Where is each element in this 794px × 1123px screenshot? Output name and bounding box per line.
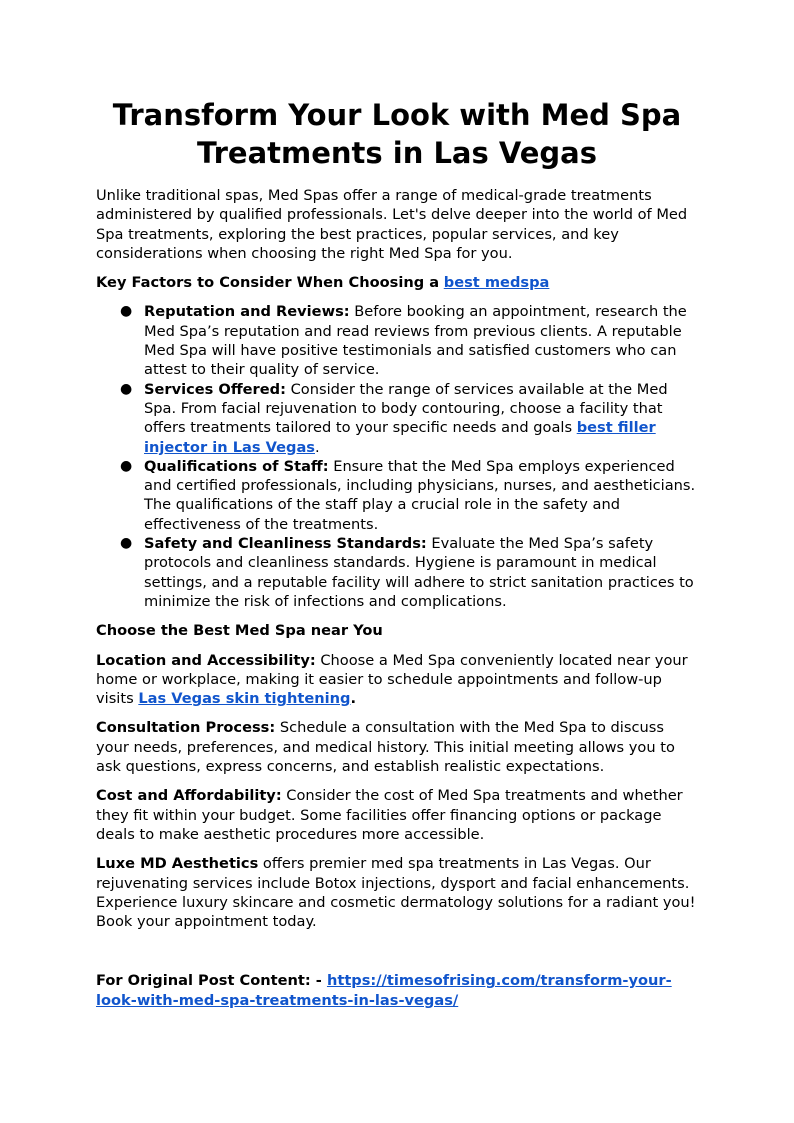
list-item (120, 302, 698, 379)
list-item-label: Qualifications of Staff: (144, 457, 329, 475)
bullet-icon: ● (120, 380, 133, 397)
cost-paragraph (96, 786, 698, 844)
list-item (120, 380, 698, 457)
key-factors-list (96, 302, 698, 611)
location-suffix: . (350, 690, 357, 708)
location-label: Location and Accessibility: (96, 651, 316, 669)
bullet-icon: ● (120, 303, 133, 320)
bullet-icon: ● (120, 535, 133, 552)
luxe-paragraph (96, 854, 698, 931)
list-item (120, 534, 698, 611)
original-post-paragraph (96, 971, 698, 1010)
location-paragraph (96, 651, 698, 709)
list-item-label: Services Offered: (144, 380, 286, 398)
best-medspa-link[interactable]: best medspa (443, 274, 550, 292)
skin-tightening-link[interactable]: Las Vegas skin tightening (138, 690, 351, 708)
original-post-label: For Original Post Content: - (96, 972, 327, 990)
cost-text: Consider the cost of Med Spa treatments and whether they fit within your budget. Some facilities offer financing options or package deals to make aesthetic procedures more accessible. (96, 787, 683, 843)
spacer (96, 931, 698, 961)
page-title: Transform Your Look with Med Spa Treatments in Las Vegas (112, 98, 682, 170)
list-item-text: Evaluate the Med Spa’s safety protocols and cleanliness standards. Hygiene is paramount in medical settings, and a reputable facility will adhere to strict sanitation practices to minimize the risk of infections and complications. (144, 535, 694, 610)
key-factors-heading-text: Key Factors to Consider When Choosing a (96, 274, 440, 292)
list-item-suffix: . (315, 438, 320, 456)
list-item (120, 457, 698, 534)
original-post-link[interactable]: https://timesofrising.com/transform-your-look-with-med-spa-treatments-in-las-vegas/ (96, 972, 672, 1009)
list-item-text: Before booking an appointment, research the Med Spa’s reputation and read reviews from previous clients. A reputable Med Spa will have positive testimonials and satisfied customers who can attest to their quality of service. (144, 303, 687, 379)
consultation-paragraph (96, 718, 698, 776)
intro-paragraph: Unlike traditional spas, Med Spas offer a range of medical-grade treatments administered by qualified professionals. Let's delve deeper into the world of Med Spa treatments, exploring the best practices, popular services, and key considerations when choosing the right Med Spa for you. (96, 187, 688, 262)
choose-heading-text: Choose the Best Med Spa near You (96, 622, 383, 640)
location-text: Choose a Med Spa conveniently located near your home or workplace, making it easier to schedule appointments and follow-up visits (96, 651, 688, 708)
consultation-text: Schedule a consultation with the Med Spa to discuss your needs, preferences, and medical history. This initial meeting allows you to ask questions, express concerns, and establish realistic expectations. (96, 719, 675, 776)
best-filler-injector-link[interactable]: best filler injector in Las Vegas (144, 419, 656, 456)
choose-heading (96, 621, 698, 640)
list-item-label: Reputation and Reviews: (144, 303, 350, 321)
luxe-label: Luxe MD Aesthetics (96, 855, 259, 873)
luxe-text: offers premier med spa treatments in Las Vegas. Our rejuvenating services include Botox injections, dysport and facial enhancements. Experience luxury skincare and cosmetic dermatology solutions for a radiant you! Book your appointment today. (96, 855, 696, 931)
list-item-text: Consider the range of services available at the Med Spa. From facial rejuvenation to body contouring, choose a facility that offers treatments tailored to your specific needs and goals (144, 380, 668, 437)
list-item-text: Ensure that the Med Spa employs experienced and certified professionals, including physicians, nurses, and aestheticians. The qualifications of the staff play a crucial role in the safety and effectiveness of the treatments. (144, 457, 696, 533)
list-item-label: Safety and Cleanliness Standards: (144, 535, 427, 553)
key-factors-heading (96, 273, 698, 292)
cost-label: Cost and Affordability: (96, 787, 282, 805)
consultation-label: Consultation Process: (96, 719, 276, 737)
bullet-icon: ● (120, 457, 133, 474)
